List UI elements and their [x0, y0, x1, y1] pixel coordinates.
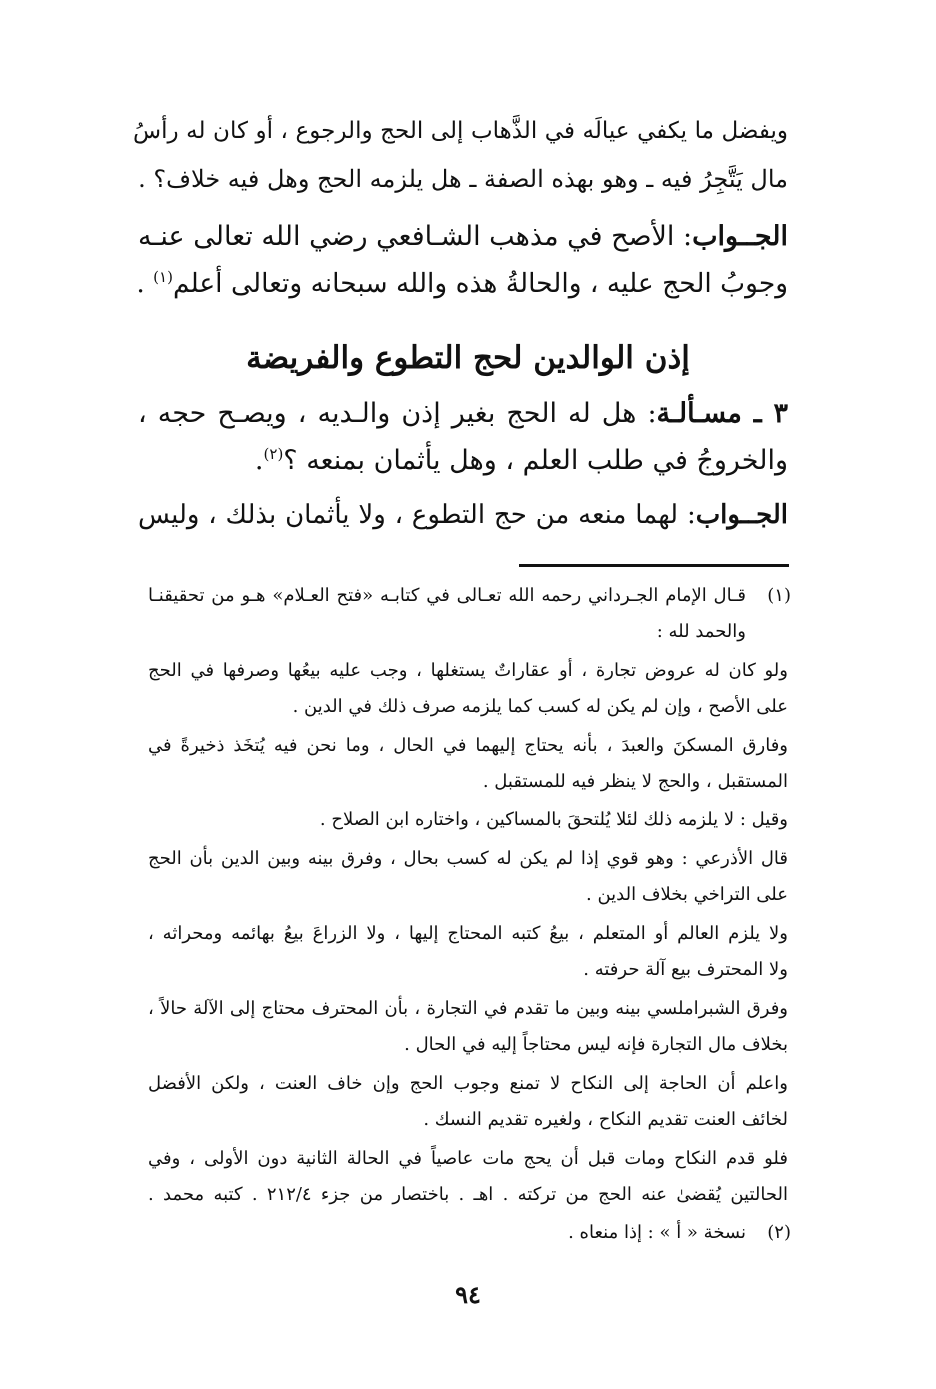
page-number: ٩٤ — [455, 1280, 481, 1309]
footnote-1-para-5-line-1: ولا يلزم العالم أو المتعلم ، بيعُ كتبه المحتاج إليها ، ولا الزراعَ بيعُ بهائمه ومحراثه ، — [148, 923, 788, 944]
answer-1-text: : الأصح في مذهب الشـافعي رضي الله تعالى عنـه — [138, 221, 693, 252]
footnote-ref-1: (١) — [153, 268, 173, 287]
footnote-1-para-4-line-1: قال الأذرعي : وهو قوي إذا لم يكن له كسب بحال ، وفرق بينه وبين الدين بأن الحج — [148, 848, 788, 869]
footnote-1-para-1-line-2: على الأصح ، وإن لم يكن له كسب كما يلزمه صرف ذلك في الدين . — [292, 696, 788, 717]
answer-1-line-2 — [133, 268, 788, 299]
answer-1-text-2: وجوبُ الحج عليه ، والحالةُ هذه والله سبحانه وتعالى أعلم — [172, 268, 788, 299]
footnote-ref-2: (٢) — [263, 445, 284, 463]
footnote-1-para-6-line-1: وفرق الشبراملسي بينه وبين ما تقدم في التجارة ، بأن المحترف محتاج إلى الآلة حالاً ، — [148, 998, 788, 1019]
question-3-text: : هل له الحج بغير إذن والـديه ، ويصـح حجه ، — [138, 398, 657, 429]
footnote-1-para-8-line-2: الحالتين يُقضىٰ عنه الحج من تركته . اهـ . باختصار من جزء ٢١٢/٤ . كتبه محمد . — [148, 1184, 788, 1205]
footnote-1-para-3-line-1: وقيل : لا يلزمه ذلك لئلا يُلتحقَ بالمساكين ، واختاره ابن الصلاح . — [319, 809, 788, 830]
answer-2-text: : لهما منعه من حج التطوع ، ولا يأثمان بذلك ، وليس — [138, 500, 696, 530]
footnote-1-line-1: قـال الإمام الجـرداني رحمه الله تعـالى في كتابـه «فتح العـلام» هـو من تحقيقنـا — [148, 585, 746, 606]
footnote-1-para-2-line-1: وفارق المسكنَ والعبدَ ، بأنه يحتاج إليهما في الحال ، وما نحن فيه يُتخَذ ذخيرةً في — [148, 735, 788, 756]
footnote-2-line-1: نسخة « أ » : إذا منعاه . — [568, 1222, 746, 1243]
answer-2-label: الجــواب — [695, 500, 788, 530]
footnote-1-para-4-line-2: على التراخي بخلاف الدين . — [586, 884, 788, 905]
question-3-label: ٣ ـ مسـألـة — [656, 398, 788, 429]
footnote-1-para-7-line-2: لخائف العنت تقديم النكاح ، ولغيره تقديم النسك . — [423, 1109, 788, 1130]
footnote-1-para-1-line-1: ولو كان له عروض تجارة ، أو عقاراتٌ يستغلها ، وجب عليه بيعُها وصرفها في الحج — [148, 660, 788, 681]
footnote-1-para-8-line-1: فلو قدم النكاح ومات قبل أن يحج مات عاصياً في الحالة الثانية دون الأولى ، وفي — [148, 1148, 788, 1169]
answer-2-line-1 — [138, 500, 788, 530]
footnote-1-line-2: والحمد لله : — [656, 621, 746, 642]
answer-1-end: . — [136, 268, 154, 299]
question-line-2: مال يَتَّجِرُ فيه ـ وهو بهذه الصفة ـ هل يلزمه الحج وهل فيه خلاف؟ . — [138, 165, 788, 193]
question-line-1: ويفضل ما يكفي عيالَه في الذَّهاب إلى الحج والرجوع ، أو كان له رأسُ — [133, 118, 788, 144]
footnote-1-marker: (١) — [767, 585, 791, 606]
footnote-1-para-6-line-2: بخلاف مال التجارة فإنه ليس محتاجاً إليه في الحال . — [404, 1034, 788, 1055]
question-3-line-2 — [133, 445, 788, 476]
question-3-end: . — [254, 445, 264, 476]
answer-1-line-1 — [138, 221, 788, 252]
footnote-2-marker: (٢) — [767, 1222, 791, 1243]
answer-label: الجــواب — [692, 221, 788, 252]
footnote-1-para-7-line-1: واعلم أن الحاجة إلى النكاح لا تمنع وجوب الحج وإن خاف العنت ، ولكن الأفضل — [148, 1073, 788, 1094]
footnote-1-para-5-line-2: ولا المحترف بيع آلة حرفته . — [583, 959, 788, 980]
question-3-text-2: والخروجُ في طلب العلم ، وهل يأثمان بمنعه ؟ — [283, 445, 788, 476]
section-heading: إذن الوالدين لحج التطوع والفريضة — [246, 340, 690, 376]
footnote-separator — [519, 564, 789, 567]
question-3-line-1 — [138, 398, 788, 429]
footnote-1-para-2-line-2: المستقبل ، والحج لا ينظر فيه للمستقبل . — [482, 771, 788, 792]
